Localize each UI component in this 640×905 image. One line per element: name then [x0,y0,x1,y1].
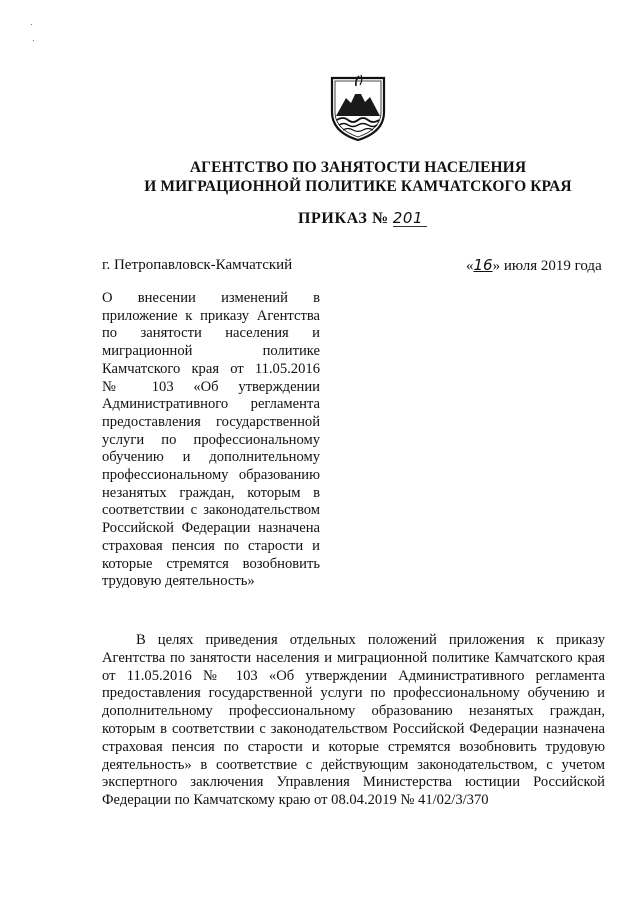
body-line: страховая пенсия по старости и которые стремятся возобновить трудовую [102,738,605,755]
body-line: В целях приведения отдельных положений приложения к приказу [136,632,605,648]
subject-line: № 103 «Об утверждении [102,378,320,395]
body-line: дополнительному профессиональному образованию незанятых граждан, [102,703,605,720]
body-line: деятельность» в соответствие с действующим законодательством, с учетом [102,756,605,773]
subject-line: соответствии с законодательством [102,502,320,519]
city-of-issue: г. Петропавловск-Камчатский [102,257,293,273]
body-line: которым в соответствии с законодательством Российской Федерации назначена [102,720,605,737]
subject-line: Административного регламента [102,396,320,413]
body-line: Федерации по Камчатскому краю от 08.04.2019 № 41/02/3/370 [102,792,489,809]
subject-line: по занятости населения и [102,325,320,342]
date-month-year: июля 2019 года [503,258,602,274]
subject-line: Российской Федерации назначена [102,520,320,537]
coat-of-arms-icon [326,72,390,142]
subject-line: трудовую деятельность» [102,573,255,590]
order-date [466,256,602,275]
scan-speck [33,40,34,41]
subject-line: страховая пенсия по старости и [102,537,320,554]
agency-line-1: АГЕНТСТВО ПО ЗАНЯТОСТИ НАСЕЛЕНИЯ [189,159,527,176]
scan-speck [31,24,32,25]
subject-line: профессиональному образованию [102,467,320,484]
agency-name [0,158,640,196]
subject-line: незанятых граждан, которым в [102,484,320,501]
order-subject [102,290,320,591]
body-line: экспертного заключения Управления Министерства юстиции Российской [102,774,605,791]
subject-line: Камчатского края от 11.05.2016 [102,360,320,377]
order-title-label: ПРИКАЗ № [298,210,389,227]
subject-line: предоставления государственной [102,413,320,430]
date-day-handwritten: 16 [473,256,493,274]
subject-line: услуги по профессиональному [102,431,320,448]
body-line: от 11.05.2016 № 103 «Об утверждении Административного регламента [102,667,605,684]
subject-line: миграционной политике [102,343,320,360]
subject-line: О внесении изменений в [102,290,320,306]
order-number-handwritten: 201 [393,210,427,227]
order-preamble [102,632,605,810]
body-line: предоставления государственной услуги по профессиональному обучению и [102,685,605,702]
date-open-quote: « [466,258,474,274]
date-close-quote: » [492,258,501,274]
subject-line: которые стремятся возобновить [102,555,320,572]
body-line: Агентства по занятости населения и миграционной политике Камчатского края [102,649,605,666]
subject-line: приложение к приказу Агентства [102,307,320,324]
order-title [298,210,427,228]
agency-line-2: И МИГРАЦИОННОЙ ПОЛИТИКЕ КАМЧАТСКОГО КРАЯ [144,178,572,195]
subject-line: обучению и дополнительному [102,449,320,466]
